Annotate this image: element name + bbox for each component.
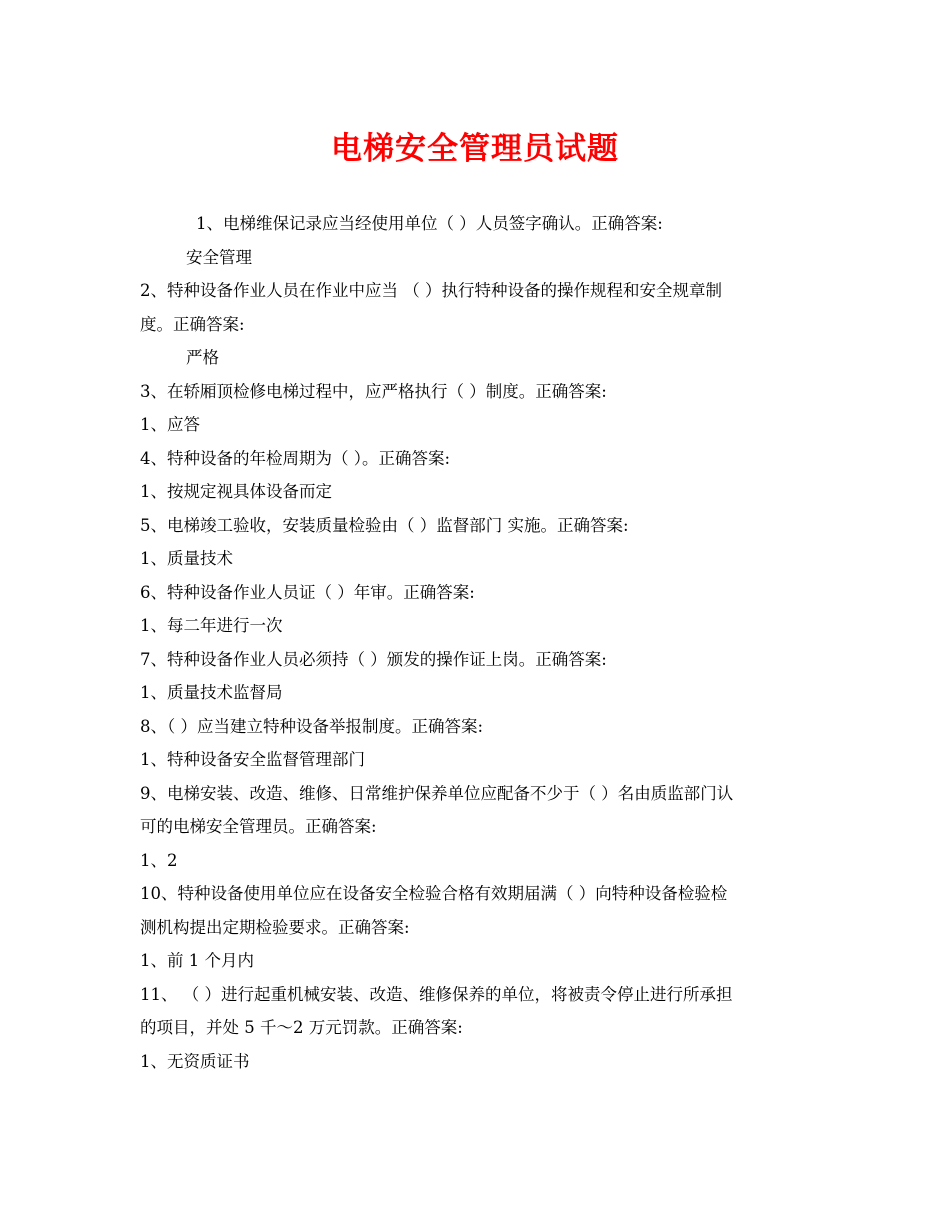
- page-title: 电梯安全管理员试题: [331, 131, 619, 167]
- text-line: 2、特种设备作业人员在作业中应当 （ ）执行特种设备的操作规程和安全规章制: [140, 281, 722, 300]
- text-line: 的项目，并处 5 千～2 万元罚款。正确答案:: [140, 1018, 463, 1037]
- document-body: [140, 207, 820, 1078]
- text-line: 9、电梯安装、改造、维修、日常维护保养单位应配备不少于（ ）名由质监部门认: [140, 783, 734, 803]
- text-line: 度。正确答案:: [140, 314, 245, 334]
- text-line: 1、特种设备安全监督管理部门: [140, 750, 365, 769]
- text-line: 1、每二年进行一次: [140, 616, 283, 635]
- text-line: 测机构提出定期检验要求。正确答案:: [140, 917, 410, 937]
- text-line: 5、电梯竣工验收，安装质量检验由（ ）监督部门 实施。正确答案:: [140, 515, 629, 535]
- text-line: 可的电梯安全管理员。正确答案:: [140, 817, 377, 836]
- text-line: 10、特种设备使用单位应在设备安全检验合格有效期届满（ ）向特种设备检验检: [140, 884, 728, 903]
- text-line: 1、电梯维保记录应当经使用单位（ ）人员签字确认。正确答案:: [196, 214, 663, 233]
- text-line: 1、质量技术监督局: [140, 683, 283, 702]
- text-line: 1、应答: [140, 415, 200, 434]
- text-line: 1、质量技术: [140, 549, 233, 568]
- text-line: 11、 （ ）进行起重机械安装、改造、维修保养的单位，将被责令停止进行所承担: [140, 984, 733, 1004]
- text-line: 安全管理: [186, 247, 252, 267]
- text-line: 严格: [186, 348, 219, 367]
- text-line: 1、前 1 个月内: [140, 951, 254, 970]
- text-line: 6、特种设备作业人员证（ ）年审。正确答案:: [140, 582, 475, 602]
- text-line: 8、（ ）应当建立特种设备举报制度。正确答案:: [140, 716, 484, 736]
- text-line: 7、特种设备作业人员必须持（ ）颁发的操作证上岗。正确答案:: [140, 649, 607, 669]
- text-line: 3、在轿厢顶检修电梯过程中，应严格执行（ ）制度。正确答案:: [140, 381, 607, 401]
- text-line: 4、特种设备的年检周期为（ ）。正确答案:: [140, 448, 451, 468]
- text-line: 1、2: [140, 850, 178, 870]
- text-line: 1、按规定视具体设备而定: [140, 482, 332, 501]
- text-line: 1、无资质证书: [140, 1051, 250, 1071]
